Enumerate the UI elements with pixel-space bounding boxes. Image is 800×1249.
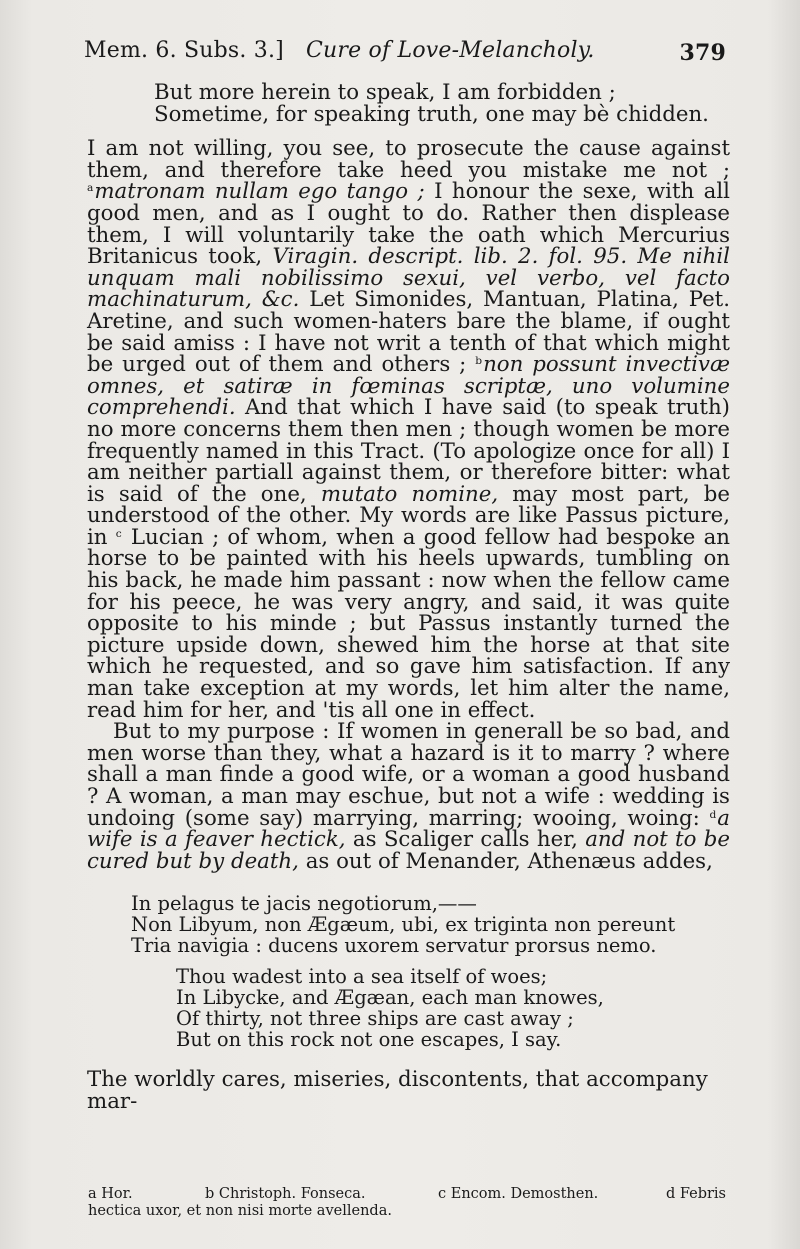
latin-verse-line-3: Tria navigia : ducens uxorem servatur prorsus nemo. [131,933,657,957]
footnote-b: b Christoph. Fonseca. [205,1186,366,1202]
footnote-marker-c[interactable]: c [115,526,122,540]
english-verse-line-1: Thou wadest into a sea itself of woes; [176,965,548,989]
footnote-row [88,1203,726,1220]
epigraph-line-2: Sometime, for speaking truth, one may bè chidden. [154,101,709,127]
running-title: Cure of Love-Melancholy. [306,38,595,63]
footnote-marker-d[interactable]: d [709,807,717,821]
footnote-a: a Hor. [88,1186,133,1202]
page-body [87,82,730,1113]
latin-verse-line-2: Non Libyum, non Ægæum, ubi, ex triginta non pereunt [131,913,676,937]
closing-line: The worldly cares, miseries, discontents, that accompany mar- [87,1067,708,1115]
footnote-d: d Febris [665,1186,726,1202]
epigraph-line-1: But more herein to speak, I am forbidden ; [154,80,616,105]
footnote-d-continued: hectica uxor, et non nisi morte avellenda. [88,1203,392,1219]
latin-verse [87,894,730,956]
footnotes [88,1186,726,1220]
page-number: 379 [679,40,726,66]
paragraph-2: But to my purpose : If women in generall be so bad, and men worse than they, what a hazard is it to marry ? where shall a man finde a good wife, or a woman a good husband ? A woman, a man may eschue, but not a wife : wedding is undoing (some say) marrying, marring; wooing, woing: $^d$a wife is a feaver hectick, as Scaliger calls her, and not to be cured but by death, as out of Menander, Athenæus addes, [87,719,730,874]
latin-verse-line-1: In pelagus te jacis negotiorum,—— [131,892,477,916]
footnote-marker-b[interactable]: b [475,354,483,368]
english-verse [87,967,730,1050]
running-header [84,32,726,68]
english-verse-line-3: Of thirty, not three ships are cast away ; [176,1006,574,1030]
section-reference: Mem. 6. Subs. 3.] [84,38,284,63]
english-verse-line-2: In Libycke, and Ægæan, each man knowes, [176,986,604,1010]
footnote-row [88,1186,726,1203]
footnote-c: c Encom. Demosthen. [438,1186,599,1202]
footnote-marker-a[interactable]: a [87,181,94,195]
english-verse-line-4: But on this rock not one escapes, I say. [176,1027,562,1051]
paragraph-1: I am not willing, you see, to prosecute the cause against them, and therefore take heed you mistake me not ; $^a$matronam nullam ego tango ; I honour the sexe, with all good men, and as I ought to do. Rather then displease them, I will voluntarily take the oath which Mercurius Britanicus took, Viragin. descript. lib. 2. fol. 95. Me nihil unquam mali nobilissimo sexui, vel verbo, vel facto machinaturum, &c. Let Simonides, Mantuan, Platina, Pet. Aretine, and such women-haters bare the blame, if ought be said amiss : I have not writ a tenth of that which might be urged out of them and others ; $^b$non possunt invectivæ omnes, et satiræ in fœminas scriptæ, uno volumine comprehendi. And that which I have said (to speak truth) no more concerns them then men ; though women be more frequently named in this Tract. (To apologize once for all) I am neither partiall against them, or therefore bitter: what is said of the one, mutato nomine, may most part, be understood of the other. My words are like Passus picture, in $^c$ Lucian ; of whom, when a good fellow had bespoke an horse to be painted with his heels upwards, tumbling on his back, he made him passant : now when the fellow came for his peece, he was very angry, and said, it was quite opposite to his minde ; but Passus instantly turned the picture upside down, shewed him the horse at that site which he requested, and so gave him satisfaction. If any man take exception at my words, let him alter the name, read him for her, and 'tis all one in effect. [87,136,730,723]
